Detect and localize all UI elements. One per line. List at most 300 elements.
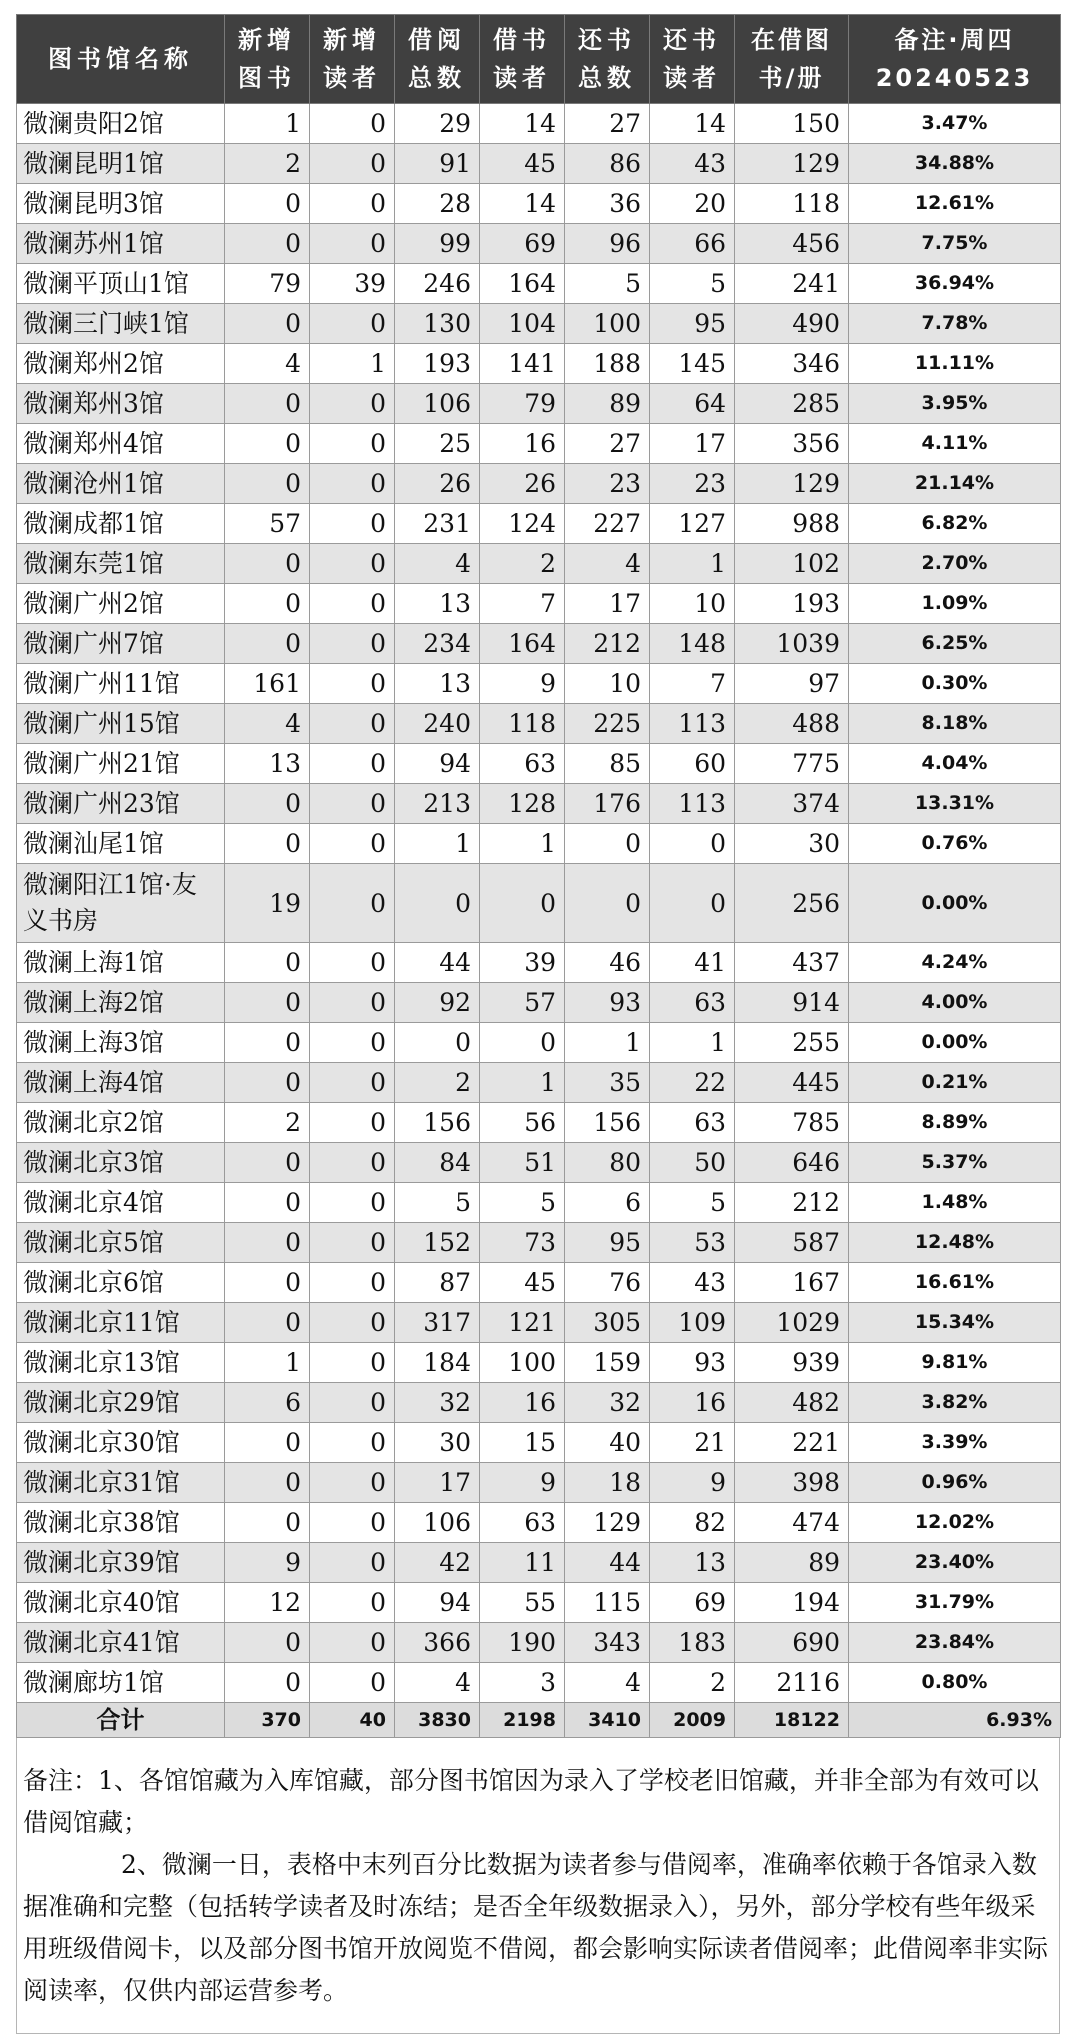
returning-readers-cell: 17 — [650, 424, 735, 464]
library-name-cell: 微澜广州11馆 — [17, 664, 225, 704]
table-row — [17, 824, 1061, 864]
library-name-cell: 微澜上海4馆 — [17, 1063, 225, 1103]
new-books-cell: 0 — [225, 1423, 310, 1463]
returning-readers-cell: 10 — [650, 584, 735, 624]
total-returned-cell: 0 — [565, 824, 650, 864]
library-name-cell: 微澜广州21馆 — [17, 744, 225, 784]
table-row — [17, 1023, 1061, 1063]
borrow-rate-cell: 12.61% — [849, 184, 1061, 224]
borrow-rate-cell: 6.82% — [849, 504, 1061, 544]
header-total-borrowed: 借阅 总数 — [395, 15, 480, 104]
borrow-rate-cell: 3.95% — [849, 384, 1061, 424]
table-row — [17, 424, 1061, 464]
table-row — [17, 1383, 1061, 1423]
library-name-cell: 微澜昆明3馆 — [17, 184, 225, 224]
new-books-cell: 0 — [225, 1503, 310, 1543]
borrowing-readers-cell: 1 — [480, 824, 565, 864]
total-borrowed-cell: 94 — [395, 1583, 480, 1623]
total-returned-cell: 46 — [565, 943, 650, 983]
new-readers-cell: 0 — [310, 664, 395, 704]
borrowing-readers-cell: 79 — [480, 384, 565, 424]
returning-readers-cell: 5 — [650, 264, 735, 304]
table-row — [17, 344, 1061, 384]
new-books-cell: 0 — [225, 1223, 310, 1263]
borrow-rate-cell: 12.48% — [849, 1223, 1061, 1263]
borrowing-readers-cell: 26 — [480, 464, 565, 504]
borrow-rate-cell: 4.24% — [849, 943, 1061, 983]
borrow-rate-cell: 8.89% — [849, 1103, 1061, 1143]
total-borrowed-cell: 106 — [395, 1503, 480, 1543]
new-books-cell: 4 — [225, 344, 310, 384]
books-on-loan-cell: 129 — [735, 144, 849, 184]
returning-readers-cell: 127 — [650, 504, 735, 544]
table-row — [17, 584, 1061, 624]
new-readers-cell: 0 — [310, 624, 395, 664]
books-on-loan-cell: 914 — [735, 983, 849, 1023]
new-readers-cell: 0 — [310, 384, 395, 424]
library-name-cell: 微澜北京41馆 — [17, 1623, 225, 1663]
books-on-loan-cell: 690 — [735, 1623, 849, 1663]
books-on-loan-cell: 939 — [735, 1343, 849, 1383]
books-on-loan-cell: 356 — [735, 424, 849, 464]
total-returned-cell: 93 — [565, 983, 650, 1023]
returning-readers-cell: 7 — [650, 664, 735, 704]
borrowing-readers-cell: 15 — [480, 1423, 565, 1463]
library-name-cell: 微澜昆明1馆 — [17, 144, 225, 184]
library-name-cell: 微澜上海3馆 — [17, 1023, 225, 1063]
borrow-rate-cell: 4.00% — [849, 983, 1061, 1023]
total-borrowed-cell: 1 — [395, 824, 480, 864]
new-readers-cell: 0 — [310, 983, 395, 1023]
total-returned-cell: 86 — [565, 144, 650, 184]
borrow-rate-cell: 15.34% — [849, 1303, 1061, 1343]
books-on-loan-cell: 482 — [735, 1383, 849, 1423]
total-borrowed-cell: 91 — [395, 144, 480, 184]
returning-readers-cell: 20 — [650, 184, 735, 224]
new-readers-cell: 0 — [310, 104, 395, 144]
table-row — [17, 464, 1061, 504]
books-on-loan-cell: 118 — [735, 184, 849, 224]
new-books-cell: 19 — [225, 864, 310, 943]
books-on-loan-cell: 194 — [735, 1583, 849, 1623]
new-books-cell: 2 — [225, 144, 310, 184]
total-borrowed-cell: 87 — [395, 1263, 480, 1303]
table-row — [17, 744, 1061, 784]
library-name-cell: 微澜北京5馆 — [17, 1223, 225, 1263]
borrow-rate-cell: 3.47% — [849, 104, 1061, 144]
borrowing-readers-cell: 3 — [480, 1663, 565, 1703]
total-borrowed-cell: 29 — [395, 104, 480, 144]
new-readers-cell: 0 — [310, 1303, 395, 1343]
library-name-cell: 微澜上海2馆 — [17, 983, 225, 1023]
new-books-cell: 0 — [225, 1183, 310, 1223]
new-readers-cell: 0 — [310, 584, 395, 624]
table-row — [17, 1463, 1061, 1503]
books-on-loan-cell: 102 — [735, 544, 849, 584]
table-row — [17, 544, 1061, 584]
borrowing-readers-cell: 164 — [480, 264, 565, 304]
total-new-readers-cell: 40 — [310, 1703, 395, 1738]
returning-readers-cell: 21 — [650, 1423, 735, 1463]
total-returned-cell: 80 — [565, 1143, 650, 1183]
total-returned-cell: 225 — [565, 704, 650, 744]
books-on-loan-cell: 775 — [735, 744, 849, 784]
header-new-readers: 新增 读者 — [310, 15, 395, 104]
returning-readers-cell: 109 — [650, 1303, 735, 1343]
table-row — [17, 1623, 1061, 1663]
books-on-loan-cell: 445 — [735, 1063, 849, 1103]
remark-line-1: 备注：1、各馆馆藏为入库馆藏，部分图书馆因为录入了学校老旧馆藏，并非全部为有效可以借阅馆藏； — [23, 1766, 1039, 1837]
total-returned-cell: 40 — [565, 1423, 650, 1463]
new-readers-cell: 0 — [310, 744, 395, 784]
books-on-loan-cell: 785 — [735, 1103, 849, 1143]
books-on-loan-cell: 1029 — [735, 1303, 849, 1343]
returning-readers-cell: 41 — [650, 943, 735, 983]
new-readers-cell: 0 — [310, 1183, 395, 1223]
new-readers-cell: 0 — [310, 464, 395, 504]
returning-readers-cell: 16 — [650, 1383, 735, 1423]
new-readers-cell: 0 — [310, 184, 395, 224]
total-borrowed-cell: 32 — [395, 1383, 480, 1423]
returning-readers-cell: 9 — [650, 1463, 735, 1503]
books-on-loan-cell: 490 — [735, 304, 849, 344]
library-name-cell: 微澜广州23馆 — [17, 784, 225, 824]
new-books-cell: 79 — [225, 264, 310, 304]
new-readers-cell: 0 — [310, 1263, 395, 1303]
total-borrowed-cell: 240 — [395, 704, 480, 744]
library-name-cell: 微澜北京39馆 — [17, 1543, 225, 1583]
total-returned-cell: 5 — [565, 264, 650, 304]
total-returned-cell: 32 — [565, 1383, 650, 1423]
new-readers-cell: 1 — [310, 344, 395, 384]
new-books-cell: 0 — [225, 584, 310, 624]
total-borrowed-cell: 42 — [395, 1543, 480, 1583]
total-borrowed-cell: 4 — [395, 544, 480, 584]
total-borrowed-cell: 13 — [395, 584, 480, 624]
new-books-cell: 6 — [225, 1383, 310, 1423]
library-name-cell: 微澜苏州1馆 — [17, 224, 225, 264]
borrowing-readers-cell: 2 — [480, 544, 565, 584]
table-row — [17, 1263, 1061, 1303]
books-on-loan-cell: 167 — [735, 1263, 849, 1303]
new-books-cell: 0 — [225, 824, 310, 864]
table-header-row — [17, 15, 1061, 104]
library-name-cell: 微澜郑州4馆 — [17, 424, 225, 464]
total-returned-cell: 176 — [565, 784, 650, 824]
total-borrowed-cell: 0 — [395, 864, 480, 943]
new-readers-cell: 0 — [310, 1583, 395, 1623]
borrowing-readers-cell: 9 — [480, 664, 565, 704]
new-readers-cell: 0 — [310, 1543, 395, 1583]
total-borrowed-cell: 13 — [395, 664, 480, 704]
table-row — [17, 1183, 1061, 1223]
total-returned-cell: 85 — [565, 744, 650, 784]
books-on-loan-cell: 646 — [735, 1143, 849, 1183]
books-on-loan-cell: 150 — [735, 104, 849, 144]
books-on-loan-cell: 456 — [735, 224, 849, 264]
table-row — [17, 1663, 1061, 1703]
total-returned-cell: 18 — [565, 1463, 650, 1503]
total-borrowed-cell: 366 — [395, 1623, 480, 1663]
total-borrowed-cell: 92 — [395, 983, 480, 1023]
total-returned-cell: 1 — [565, 1023, 650, 1063]
returning-readers-cell: 14 — [650, 104, 735, 144]
borrowing-readers-cell: 11 — [480, 1543, 565, 1583]
library-name-cell: 微澜北京40馆 — [17, 1583, 225, 1623]
returning-readers-cell: 53 — [650, 1223, 735, 1263]
total-borrowed-cell: 5 — [395, 1183, 480, 1223]
total-borrowed-cell: 246 — [395, 264, 480, 304]
borrow-rate-cell: 4.11% — [849, 424, 1061, 464]
table-row — [17, 624, 1061, 664]
borrowing-readers-cell: 190 — [480, 1623, 565, 1663]
header-library-name: 图书馆名称 — [17, 15, 225, 104]
books-on-loan-cell: 221 — [735, 1423, 849, 1463]
borrowing-readers-cell: 7 — [480, 584, 565, 624]
new-readers-cell: 0 — [310, 1063, 395, 1103]
borrow-rate-cell: 11.11% — [849, 344, 1061, 384]
borrow-rate-cell: 9.81% — [849, 1343, 1061, 1383]
header-borrowing-readers: 借书 读者 — [480, 15, 565, 104]
total-total-borrowed-cell: 3830 — [395, 1703, 480, 1738]
library-name-cell: 微澜广州7馆 — [17, 624, 225, 664]
new-books-cell: 1 — [225, 1343, 310, 1383]
library-name-cell: 微澜北京4馆 — [17, 1183, 225, 1223]
new-books-cell: 161 — [225, 664, 310, 704]
borrow-rate-cell: 36.94% — [849, 264, 1061, 304]
total-books-on-loan-cell: 18122 — [735, 1703, 849, 1738]
total-returned-cell: 4 — [565, 544, 650, 584]
library-name-cell: 微澜北京6馆 — [17, 1263, 225, 1303]
borrow-rate-cell: 0.00% — [849, 864, 1061, 943]
total-borrowed-cell: 2 — [395, 1063, 480, 1103]
new-readers-cell: 0 — [310, 864, 395, 943]
new-books-cell: 0 — [225, 784, 310, 824]
total-borrowed-cell: 0 — [395, 1023, 480, 1063]
table-body — [17, 104, 1061, 1738]
borrow-rate-cell: 12.02% — [849, 1503, 1061, 1543]
new-books-cell: 57 — [225, 504, 310, 544]
table-row — [17, 704, 1061, 744]
library-name-cell: 微澜广州2馆 — [17, 584, 225, 624]
total-returned-cell: 44 — [565, 1543, 650, 1583]
borrowing-readers-cell: 14 — [480, 104, 565, 144]
borrowing-readers-cell: 16 — [480, 1383, 565, 1423]
new-books-cell: 0 — [225, 384, 310, 424]
new-readers-cell: 0 — [310, 1223, 395, 1263]
total-returned-cell: 10 — [565, 664, 650, 704]
borrowing-readers-cell: 104 — [480, 304, 565, 344]
borrowing-readers-cell: 14 — [480, 184, 565, 224]
new-readers-cell: 0 — [310, 1423, 395, 1463]
borrowing-readers-cell: 57 — [480, 983, 565, 1023]
borrowing-readers-cell: 39 — [480, 943, 565, 983]
total-borrowed-cell: 156 — [395, 1103, 480, 1143]
returning-readers-cell: 95 — [650, 304, 735, 344]
new-readers-cell: 0 — [310, 424, 395, 464]
table-row — [17, 304, 1061, 344]
books-on-loan-cell: 587 — [735, 1223, 849, 1263]
total-returned-cell: 89 — [565, 384, 650, 424]
borrow-rate-cell: 0.30% — [849, 664, 1061, 704]
total-returned-cell: 115 — [565, 1583, 650, 1623]
header-new-books: 新增 图书 — [225, 15, 310, 104]
returning-readers-cell: 43 — [650, 1263, 735, 1303]
borrowing-readers-cell: 121 — [480, 1303, 565, 1343]
returning-readers-cell: 113 — [650, 784, 735, 824]
table-row — [17, 384, 1061, 424]
header-total-returned: 还书 总数 — [565, 15, 650, 104]
returning-readers-cell: 60 — [650, 744, 735, 784]
total-label: 合计 — [17, 1703, 225, 1738]
total-borrowed-cell: 99 — [395, 224, 480, 264]
books-on-loan-cell: 285 — [735, 384, 849, 424]
total-returned-cell: 96 — [565, 224, 650, 264]
returning-readers-cell: 63 — [650, 1103, 735, 1143]
total-borrowed-cell: 84 — [395, 1143, 480, 1183]
returning-readers-cell: 13 — [650, 1543, 735, 1583]
returning-readers-cell: 0 — [650, 864, 735, 943]
borrowing-readers-cell: 0 — [480, 864, 565, 943]
total-borrowed-cell: 193 — [395, 344, 480, 384]
new-readers-cell: 0 — [310, 1023, 395, 1063]
total-borrowing-readers-cell: 2198 — [480, 1703, 565, 1738]
returning-readers-cell: 64 — [650, 384, 735, 424]
new-books-cell: 13 — [225, 744, 310, 784]
returning-readers-cell: 43 — [650, 144, 735, 184]
borrowing-readers-cell: 5 — [480, 1183, 565, 1223]
total-borrowed-cell: 25 — [395, 424, 480, 464]
books-on-loan-cell: 474 — [735, 1503, 849, 1543]
library-name-cell: 微澜上海1馆 — [17, 943, 225, 983]
total-returned-cell: 188 — [565, 344, 650, 384]
table-row — [17, 224, 1061, 264]
new-readers-cell: 0 — [310, 1103, 395, 1143]
returning-readers-cell: 23 — [650, 464, 735, 504]
returning-readers-cell: 69 — [650, 1583, 735, 1623]
borrowing-readers-cell: 63 — [480, 744, 565, 784]
library-name-cell: 微澜汕尾1馆 — [17, 824, 225, 864]
library-name-cell: 微澜成都1馆 — [17, 504, 225, 544]
borrow-rate-cell: 0.80% — [849, 1663, 1061, 1703]
total-borrowed-cell: 26 — [395, 464, 480, 504]
library-name-cell: 微澜北京29馆 — [17, 1383, 225, 1423]
library-name-cell: 微澜北京30馆 — [17, 1423, 225, 1463]
borrowing-readers-cell: 124 — [480, 504, 565, 544]
total-borrowed-cell: 94 — [395, 744, 480, 784]
total-returned-cell: 129 — [565, 1503, 650, 1543]
total-returned-cell: 27 — [565, 104, 650, 144]
borrowing-readers-cell: 164 — [480, 624, 565, 664]
library-name-cell: 微澜北京11馆 — [17, 1303, 225, 1343]
table-row — [17, 184, 1061, 224]
total-borrowed-cell: 213 — [395, 784, 480, 824]
borrow-rate-cell: 4.04% — [849, 744, 1061, 784]
total-returned-cell: 6 — [565, 1183, 650, 1223]
table-row — [17, 1063, 1061, 1103]
borrow-rate-cell: 0.21% — [849, 1063, 1061, 1103]
new-books-cell: 12 — [225, 1583, 310, 1623]
borrow-rate-cell: 0.00% — [849, 1023, 1061, 1063]
borrow-rate-cell: 31.79% — [849, 1583, 1061, 1623]
total-returned-cell: 17 — [565, 584, 650, 624]
borrow-rate-cell: 34.88% — [849, 144, 1061, 184]
returning-readers-cell: 2 — [650, 1663, 735, 1703]
total-returned-cell: 23 — [565, 464, 650, 504]
returning-readers-cell: 113 — [650, 704, 735, 744]
borrow-rate-cell: 3.39% — [849, 1423, 1061, 1463]
borrowing-readers-cell: 56 — [480, 1103, 565, 1143]
new-books-cell: 1 — [225, 104, 310, 144]
new-readers-cell: 0 — [310, 1503, 395, 1543]
total-borrowed-cell: 28 — [395, 184, 480, 224]
borrowing-readers-cell: 1 — [480, 1063, 565, 1103]
new-books-cell: 4 — [225, 704, 310, 744]
borrow-rate-cell: 0.96% — [849, 1463, 1061, 1503]
total-returned-cell: 35 — [565, 1063, 650, 1103]
table-row — [17, 1423, 1061, 1463]
total-borrowed-cell: 4 — [395, 1663, 480, 1703]
table-row — [17, 504, 1061, 544]
borrow-rate-cell: 7.75% — [849, 224, 1061, 264]
borrowing-readers-cell: 9 — [480, 1463, 565, 1503]
total-borrowed-cell: 152 — [395, 1223, 480, 1263]
borrow-rate-cell: 6.25% — [849, 624, 1061, 664]
remarks-box — [16, 1738, 1060, 2034]
books-on-loan-cell: 437 — [735, 943, 849, 983]
borrow-rate-cell: 1.48% — [849, 1183, 1061, 1223]
returning-readers-cell: 63 — [650, 983, 735, 1023]
table-row — [17, 1223, 1061, 1263]
total-returned-cell: 4 — [565, 1663, 650, 1703]
table-row — [17, 104, 1061, 144]
total-borrowed-cell: 231 — [395, 504, 480, 544]
library-name-cell: 微澜郑州3馆 — [17, 384, 225, 424]
new-books-cell: 0 — [225, 304, 310, 344]
library-name-cell: 微澜北京38馆 — [17, 1503, 225, 1543]
books-on-loan-cell: 30 — [735, 824, 849, 864]
new-books-cell: 0 — [225, 1463, 310, 1503]
total-returned-cell: 159 — [565, 1343, 650, 1383]
table-row — [17, 1143, 1061, 1183]
borrowing-readers-cell: 73 — [480, 1223, 565, 1263]
returning-readers-cell: 5 — [650, 1183, 735, 1223]
new-readers-cell: 0 — [310, 1343, 395, 1383]
total-returned-cell: 156 — [565, 1103, 650, 1143]
new-readers-cell: 0 — [310, 144, 395, 184]
returning-readers-cell: 22 — [650, 1063, 735, 1103]
total-borrowed-cell: 106 — [395, 384, 480, 424]
returning-readers-cell: 50 — [650, 1143, 735, 1183]
total-row — [17, 1703, 1061, 1738]
returning-readers-cell: 82 — [650, 1503, 735, 1543]
table-row — [17, 784, 1061, 824]
borrow-rate-cell: 5.37% — [849, 1143, 1061, 1183]
new-books-cell: 0 — [225, 1143, 310, 1183]
returning-readers-cell: 0 — [650, 824, 735, 864]
library-name-cell: 微澜东莞1馆 — [17, 544, 225, 584]
total-returned-cell: 343 — [565, 1623, 650, 1663]
total-returned-cell: 76 — [565, 1263, 650, 1303]
new-books-cell: 9 — [225, 1543, 310, 1583]
borrowing-readers-cell: 141 — [480, 344, 565, 384]
remark-line-2: 2、微澜一日，表格中末列百分比数据为读者参与借阅率，准确率依赖于各馆录入数据准确和完整（包括转学读者及时冻结；是否全年级数据录入），另外，部分学校有些年级采用班级借阅卡，以及部分图书馆开放阅览不借阅，都会影响实际读者借阅率；此借阅率非实际阅读率，仅供内部运营参考。 — [23, 1850, 1049, 2005]
borrowing-readers-cell: 51 — [480, 1143, 565, 1183]
books-on-loan-cell: 89 — [735, 1543, 849, 1583]
new-readers-cell: 0 — [310, 304, 395, 344]
borrowing-readers-cell: 118 — [480, 704, 565, 744]
borrow-rate-cell: 3.82% — [849, 1383, 1061, 1423]
